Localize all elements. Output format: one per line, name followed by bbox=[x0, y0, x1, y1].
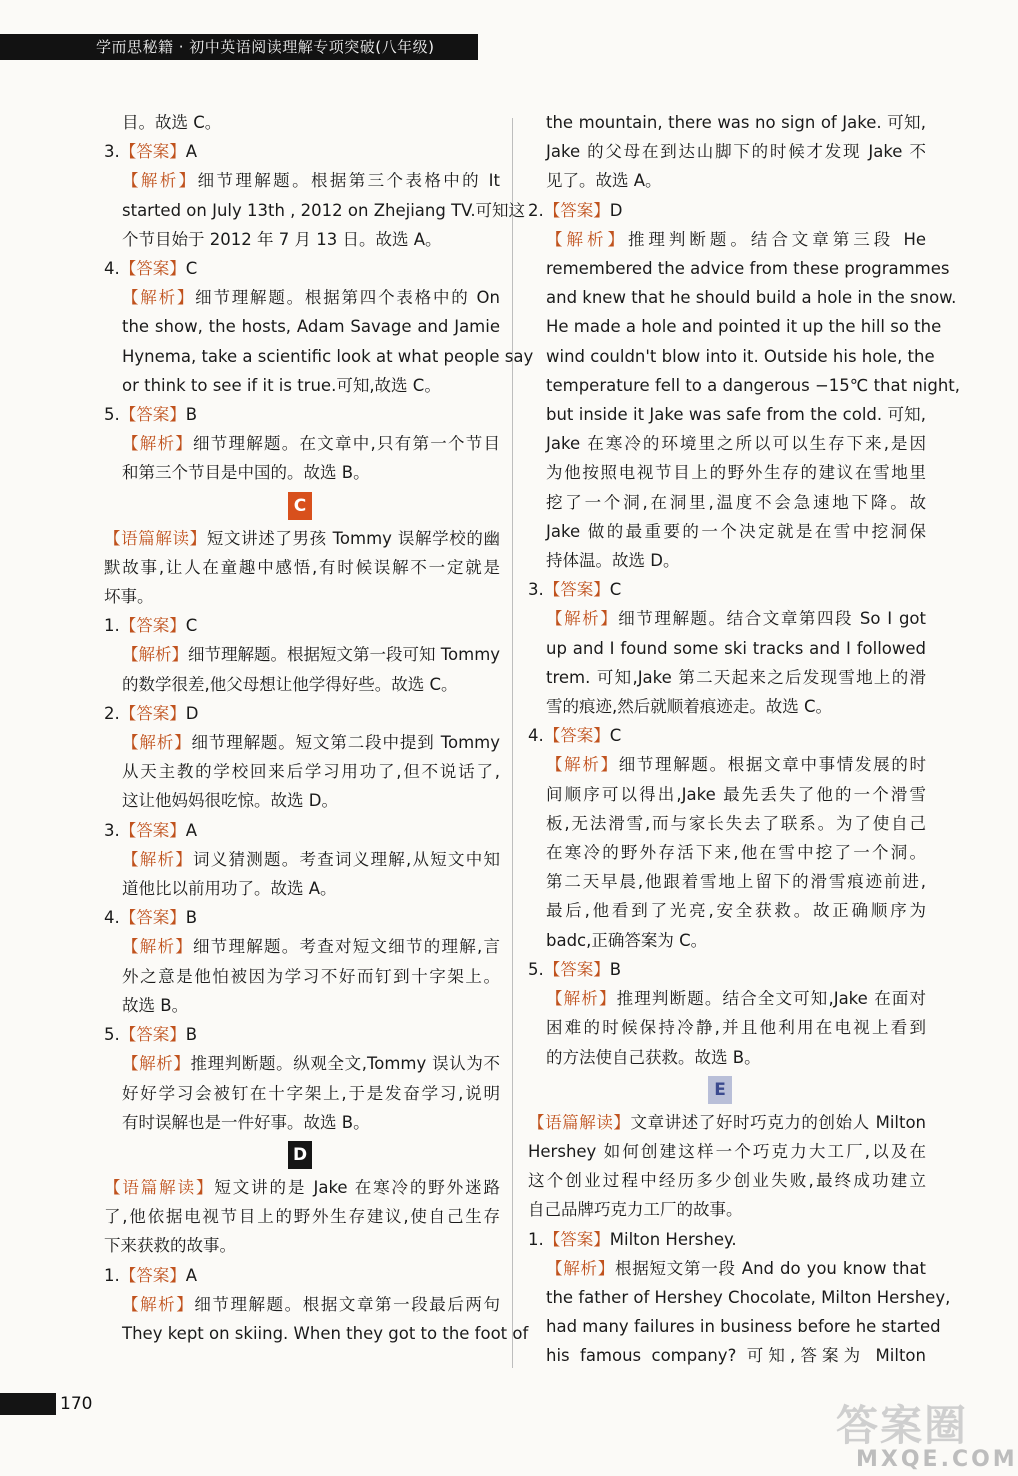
line-text: 道他比以前用功了。故选 A。 bbox=[122, 879, 337, 899]
label-tag: 【答案】 bbox=[119, 1265, 186, 1285]
label-tag: 【解析】 bbox=[122, 434, 193, 454]
text-line bbox=[104, 1202, 500, 1231]
text-line bbox=[528, 867, 926, 896]
line-text: 这个创业过程中经历多少创业失败,最终成功建立 bbox=[528, 1171, 926, 1191]
watermark-url: MXQE.COM bbox=[856, 1447, 1018, 1472]
column-divider bbox=[512, 118, 513, 1368]
line-text: C bbox=[185, 259, 198, 279]
section-header bbox=[528, 1072, 926, 1108]
question-number: 5. bbox=[104, 405, 120, 425]
watermark-logo: 答案圈 bbox=[836, 1401, 969, 1450]
line-text: started on July 13th , 2012 on Zhejiang TV.可知这 bbox=[122, 200, 526, 220]
text-line bbox=[104, 611, 500, 640]
line-text: 推理判断题。结合文章第三段 He bbox=[627, 229, 926, 249]
line-text: 困难的时候保持冷静,并且他利用在电视上看到 bbox=[546, 1018, 926, 1038]
text-line bbox=[104, 757, 500, 786]
header-bar bbox=[0, 34, 478, 60]
label-tag: 【语篇解读】 bbox=[104, 1177, 215, 1197]
text-line bbox=[528, 838, 926, 867]
line-text: 推理判断题。结合全文可知,Jake 在面对 bbox=[616, 989, 927, 1009]
text-line bbox=[528, 108, 926, 137]
section-header bbox=[104, 488, 500, 524]
text-line bbox=[104, 137, 500, 166]
text-line bbox=[528, 1166, 926, 1195]
text-line bbox=[528, 1312, 941, 1341]
line-text: 文章讲述了好时巧克力的创始人 Milton bbox=[630, 1112, 927, 1132]
text-line bbox=[104, 1261, 500, 1290]
text-line bbox=[528, 896, 926, 925]
line-text: 细节理解题。根据第四个表格中的 On bbox=[195, 288, 500, 308]
line-text: 自己品牌巧克力工厂的故事。 bbox=[528, 1200, 743, 1220]
left-column bbox=[104, 108, 534, 1348]
text-line bbox=[104, 903, 500, 932]
question-number: 3. bbox=[104, 820, 120, 840]
text-line bbox=[104, 166, 500, 195]
text-line bbox=[104, 932, 500, 961]
label-tag: 【解析】 bbox=[122, 171, 198, 191]
text-line bbox=[528, 312, 942, 341]
line-text: 目。故选 C。 bbox=[122, 113, 222, 132]
question-number: 2. bbox=[528, 200, 544, 220]
line-text: 短文讲述了男孩 Tommy 误解学校的幽 bbox=[206, 528, 501, 548]
line-text: 为他按照电视节目上的野外生存的建议在雪地里 bbox=[546, 463, 926, 483]
line-text: had many failures in business before he started bbox=[546, 1317, 941, 1337]
line-text: 默故事,让人在童趣中感悟,有时候误解不一定就是 bbox=[104, 557, 500, 577]
text-line bbox=[104, 458, 500, 487]
text-line bbox=[104, 196, 526, 225]
question-number: 3. bbox=[528, 580, 544, 600]
text-line bbox=[104, 371, 500, 400]
line-text: 根据短文第一段 And do you know that bbox=[615, 1258, 926, 1278]
text-line bbox=[528, 604, 926, 633]
question-number: 1. bbox=[104, 616, 120, 636]
label-tag: 【答案】 bbox=[119, 1025, 186, 1045]
label-tag: 【解析】 bbox=[122, 1054, 191, 1074]
label-tag: 【答案】 bbox=[119, 908, 186, 928]
label-tag: 【答案】 bbox=[119, 703, 186, 723]
text-line bbox=[104, 962, 500, 991]
label-tag: 【答案】 bbox=[119, 820, 186, 840]
line-text: 持体温。故选 D。 bbox=[546, 551, 680, 571]
text-line bbox=[528, 517, 926, 546]
label-tag: 【答案】 bbox=[543, 200, 610, 220]
line-text: 细节理解题。根据第三个表格中的 It bbox=[197, 171, 500, 191]
line-text: Jake 在寒冷的环境里之所以可以生存下来,是因 bbox=[546, 434, 926, 454]
text-line bbox=[528, 254, 950, 283]
line-text: 雪的痕迹,然后就顺着痕迹走。故选 C。 bbox=[546, 697, 833, 717]
label-tag: 【解析】 bbox=[546, 755, 619, 775]
text-line bbox=[104, 429, 500, 458]
line-text: C bbox=[609, 726, 622, 746]
text-line bbox=[528, 984, 926, 1013]
line-text: wind couldn't blow into it. Outside his hole, the bbox=[546, 346, 935, 366]
line-text: but inside it Jake was safe from the cold. 可知, bbox=[546, 405, 926, 425]
line-text: 细节理解题。根据文章第一段最后两句 bbox=[194, 1294, 501, 1314]
page-number: 170 bbox=[60, 1394, 93, 1414]
line-text: C bbox=[609, 580, 622, 600]
text-line bbox=[528, 1341, 926, 1370]
line-text: 短文讲的是 Jake 在寒冷的野外迷路 bbox=[214, 1177, 500, 1197]
line-text: 坏事。 bbox=[104, 587, 154, 607]
line-text: D bbox=[609, 200, 623, 220]
text-line bbox=[104, 1020, 500, 1049]
text-line bbox=[528, 1013, 926, 1042]
line-text: trem. 可知,Jake 第二天起来之后发现雪地上的滑 bbox=[546, 667, 926, 687]
line-text: and knew that he should build a hole in the snow. bbox=[546, 288, 957, 308]
line-text: 从天主教的学校回来后学习用功了,但不说话了, bbox=[122, 762, 500, 782]
text-line bbox=[528, 458, 926, 487]
text-line bbox=[528, 634, 926, 663]
line-text: He made a hole and pointed it up the hill so the bbox=[546, 317, 942, 337]
line-text: his famous company? 可知,答案为 Milton bbox=[546, 1346, 926, 1366]
label-tag: 【解析】 bbox=[546, 609, 619, 629]
line-text: 细节理解题。结合文章第四段 So I got bbox=[618, 609, 926, 629]
text-line bbox=[104, 254, 500, 283]
text-line bbox=[104, 670, 500, 699]
text-line bbox=[528, 342, 935, 371]
line-text: 板,无法滑雪,而与家长失去了联系。为了使自己 bbox=[546, 813, 926, 833]
line-text: B bbox=[185, 908, 198, 928]
label-tag: 【答案】 bbox=[543, 1229, 610, 1249]
text-line bbox=[104, 1049, 500, 1078]
line-text: A bbox=[185, 820, 198, 840]
question-number: 1. bbox=[528, 1229, 544, 1249]
line-text: 有时误解也是一件好事。故选 B。 bbox=[122, 1112, 370, 1132]
section-badge: E bbox=[708, 1076, 732, 1104]
text-line bbox=[104, 1319, 529, 1348]
label-tag: 【解析】 bbox=[546, 229, 628, 249]
line-text: Hershey 如何创建这样一个巧克力大工厂,以及在 bbox=[528, 1141, 926, 1161]
text-line bbox=[528, 1225, 926, 1254]
line-text: 下来获救的故事。 bbox=[104, 1236, 236, 1256]
line-text: Jake 做的最重要的一个决定就是在雪中挖洞保 bbox=[546, 521, 926, 541]
label-tag: 【语篇解读】 bbox=[528, 1112, 631, 1132]
label-tag: 【解析】 bbox=[122, 937, 193, 957]
line-text: Milton Hershey. bbox=[609, 1229, 737, 1249]
text-line bbox=[528, 1195, 926, 1224]
text-line bbox=[528, 1108, 926, 1137]
text-line bbox=[104, 874, 500, 903]
header-title: 学而思秘籍 · 初中英语阅读理解专项突破(八年级) bbox=[96, 38, 435, 56]
text-line bbox=[104, 728, 500, 757]
label-tag: 【解析】 bbox=[122, 645, 188, 665]
text-line bbox=[104, 640, 500, 669]
line-text: A bbox=[185, 142, 198, 162]
line-text: temperature fell to a dangerous −15℃ that night, bbox=[546, 375, 961, 395]
line-text: Jake 的父母在到达山脚下的时候才发现 Jake 不 bbox=[546, 142, 926, 162]
label-tag: 【解析】 bbox=[122, 849, 193, 869]
text-line bbox=[528, 721, 926, 750]
text-line bbox=[104, 342, 534, 371]
line-text: 和第三个节目是中国的。故选 B。 bbox=[122, 463, 370, 483]
text-line bbox=[104, 312, 500, 341]
line-text: 间顺序可以得出,Jake 最先丢失了他的一个滑雪 bbox=[546, 784, 926, 804]
line-text: 的方法使自己获救。故选 B。 bbox=[546, 1047, 761, 1067]
question-number: 4. bbox=[104, 259, 120, 279]
question-number: 5. bbox=[528, 959, 544, 979]
line-text: 第二天早晨,他跟着雪地上留下的滑雪痕迹前进, bbox=[546, 872, 926, 892]
text-line bbox=[528, 137, 926, 166]
text-line bbox=[104, 400, 500, 429]
line-text: 的数学很差,他父母想让他学得好些。故选 C。 bbox=[122, 674, 458, 694]
line-text: the mountain, there was no sign of Jake. 可知, bbox=[546, 113, 926, 132]
text-line bbox=[528, 1283, 951, 1312]
line-text: 推理判断题。纵观全文,Tommy 误认为不 bbox=[190, 1054, 500, 1074]
label-tag: 【答案】 bbox=[543, 726, 610, 746]
text-line bbox=[528, 692, 926, 721]
line-text: 个节目始于 2012 年 7 月 13 日。故选 A。 bbox=[122, 229, 442, 249]
text-line bbox=[528, 1043, 926, 1072]
text-line bbox=[104, 1108, 500, 1137]
section-header bbox=[104, 1137, 500, 1173]
text-line bbox=[528, 1137, 926, 1166]
line-text: 细节理解题。短文第二段中提到 Tommy bbox=[191, 733, 500, 753]
line-text: A bbox=[185, 1265, 198, 1285]
line-text: 细节理解题。根据短文第一段可知 Tommy bbox=[188, 645, 501, 665]
text-line bbox=[528, 1254, 926, 1283]
label-tag: 【解析】 bbox=[122, 733, 192, 753]
text-line bbox=[528, 429, 926, 458]
line-text: 词义猜测题。考查词义理解,从短文中知 bbox=[193, 849, 500, 869]
question-number: 5. bbox=[104, 1025, 120, 1045]
line-text: 故选 B。 bbox=[122, 995, 189, 1015]
text-line bbox=[104, 845, 500, 874]
text-line bbox=[528, 283, 957, 312]
line-text: 外之意是他怕被因为学习不好而钉到十字架上。 bbox=[122, 966, 500, 986]
question-number: 4. bbox=[104, 908, 120, 928]
label-tag: 【答案】 bbox=[119, 142, 186, 162]
label-tag: 【答案】 bbox=[119, 259, 186, 279]
text-line bbox=[528, 663, 926, 692]
label-tag: 【解析】 bbox=[546, 1258, 616, 1278]
text-line bbox=[104, 524, 500, 553]
text-line bbox=[528, 750, 926, 779]
label-tag: 【答案】 bbox=[543, 580, 610, 600]
label-tag: 【语篇解读】 bbox=[104, 528, 207, 548]
text-line bbox=[104, 699, 500, 728]
section-badge: C bbox=[288, 492, 312, 520]
label-tag: 【解析】 bbox=[546, 989, 617, 1009]
text-line bbox=[528, 371, 961, 400]
label-tag: 【答案】 bbox=[119, 405, 186, 425]
line-text: badc,正确答案为 C。 bbox=[546, 930, 708, 950]
text-line bbox=[104, 283, 500, 312]
line-text: 在寒冷的野外存活下来,他在雪中挖了一个洞。 bbox=[546, 843, 926, 863]
section-badge: D bbox=[288, 1141, 312, 1169]
question-number: 2. bbox=[104, 703, 120, 723]
right-column bbox=[528, 108, 961, 1371]
line-text: 见了。故选 A。 bbox=[546, 171, 662, 191]
label-tag: 【答案】 bbox=[119, 616, 186, 636]
text-line bbox=[528, 196, 926, 225]
line-text: 细节理解题。考查对短文细节的理解,言 bbox=[193, 937, 500, 957]
text-line bbox=[104, 225, 500, 254]
question-number: 3. bbox=[104, 142, 120, 162]
line-text: the show, the hosts, Adam Savage and Jamie bbox=[122, 317, 500, 337]
text-line bbox=[104, 1079, 500, 1108]
label-tag: 【解析】 bbox=[122, 1294, 195, 1314]
line-text: 最后,他看到了光亮,安全获救。故正确顺序为 bbox=[546, 901, 926, 921]
label-tag: 【答案】 bbox=[543, 959, 610, 979]
text-line bbox=[528, 926, 926, 955]
line-text: 这让他妈妈很吃惊。故选 D。 bbox=[122, 791, 338, 811]
text-line bbox=[104, 991, 500, 1020]
text-line bbox=[528, 166, 926, 195]
line-text: 了,他依据电视节目上的野外生存建议,使自己生存 bbox=[104, 1207, 500, 1227]
text-line bbox=[104, 1290, 500, 1319]
line-text: 好好学习会被钉在十字架上,于是发奋学习,说明 bbox=[122, 1083, 500, 1103]
line-text: D bbox=[185, 703, 199, 723]
line-text: B bbox=[185, 405, 198, 425]
text-line bbox=[104, 1173, 500, 1202]
text-line bbox=[104, 108, 500, 137]
text-line bbox=[528, 575, 926, 604]
label-tag: 【解析】 bbox=[122, 288, 196, 308]
text-line bbox=[528, 546, 926, 575]
text-line bbox=[104, 786, 500, 815]
text-line bbox=[528, 488, 926, 517]
text-line bbox=[104, 1231, 500, 1260]
line-text: 细节理解题。在文章中,只有第一个节目 bbox=[193, 434, 500, 454]
line-text: C bbox=[185, 616, 198, 636]
line-text: They kept on skiing. When they got to the foot of bbox=[122, 1323, 529, 1343]
question-number: 4. bbox=[528, 726, 544, 746]
line-text: Hynema, take a scientific look at what people say bbox=[122, 346, 534, 366]
line-text: B bbox=[185, 1025, 198, 1045]
line-text: remembered the advice from these programmes bbox=[546, 259, 950, 279]
line-text: up and I found some ski tracks and I followed bbox=[546, 638, 926, 658]
line-text: B bbox=[609, 959, 622, 979]
line-text: 细节理解题。根据文章中事情发展的时 bbox=[618, 755, 927, 775]
text-line bbox=[104, 582, 500, 611]
text-line bbox=[104, 816, 500, 845]
text-line bbox=[528, 809, 926, 838]
question-number: 1. bbox=[104, 1265, 120, 1285]
line-text: or think to see if it is true.可知,故选 C。 bbox=[122, 375, 441, 395]
footer-bar bbox=[0, 1393, 56, 1415]
text-line bbox=[528, 400, 926, 429]
text-line bbox=[104, 553, 500, 582]
text-line bbox=[528, 225, 926, 254]
line-text: the father of Hershey Chocolate, Milton Hershey, bbox=[546, 1287, 951, 1307]
text-line bbox=[528, 955, 926, 984]
text-line bbox=[528, 780, 926, 809]
line-text: 挖了一个洞,在洞里,温度不会急速地下降。故 bbox=[546, 492, 926, 512]
